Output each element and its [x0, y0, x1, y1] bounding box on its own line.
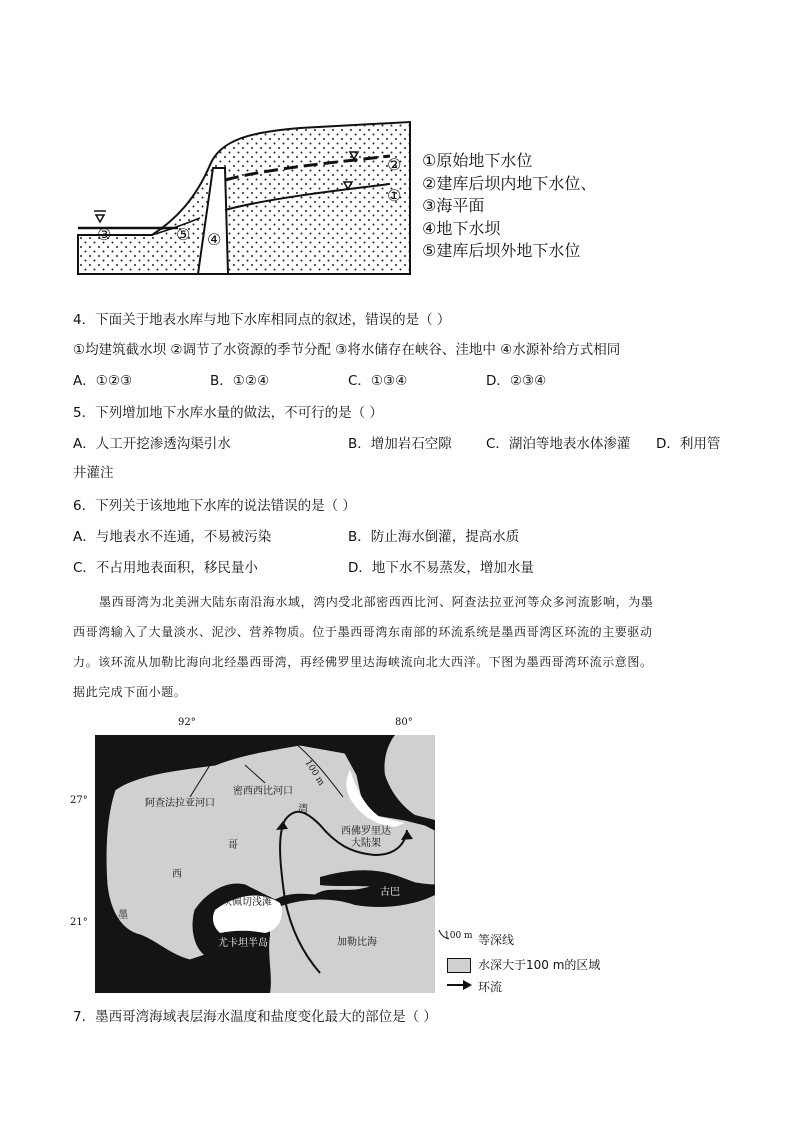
- figure1-legend: [422, 150, 596, 263]
- legend-item: ③海平面: [422, 196, 485, 215]
- cuba-label: 古巴: [380, 887, 400, 898]
- intro-line: 墨西哥湾为北美洲大陆东南沿海水域，湾内受北部密西西比河、阿查法拉亚河等众多河流影响，为墨: [99, 595, 654, 609]
- q4-option-c[interactable]: C．①③④: [348, 373, 408, 389]
- intro-line: 据此完成下面小题。: [73, 685, 187, 699]
- isobath-legend-label: 等深线: [478, 933, 515, 947]
- q5-option-c[interactable]: C．湖泊等地表水体渗灌: [486, 436, 631, 452]
- q4-option-d[interactable]: D．②③④: [486, 373, 547, 389]
- yucatan-label: 尤卡坦半岛: [218, 938, 268, 949]
- intro-paragraph: [73, 592, 733, 702]
- atchafalaya-river-mouth: 阿查法拉亚河口: [145, 798, 215, 809]
- q4-stem: 4．下面关于地表水库与地下水库相同点的叙述，错误的是（ ）: [73, 312, 451, 328]
- isobath-label: 100 m: [302, 758, 327, 788]
- q5-option-d[interactable]: D．利用管: [656, 436, 721, 452]
- q5-option-d-cont: 井灌注: [73, 465, 114, 481]
- gulf-of-mexico-map: [95, 735, 435, 993]
- q4-option-a[interactable]: A．①②③: [73, 373, 133, 389]
- label-circle-1: ①: [387, 186, 402, 205]
- q7-stem: 7．墨西哥湾海域表层海水温度和盐度变化最大的部位是（ ）: [73, 1009, 437, 1025]
- gulf-label-xi: 西: [172, 869, 182, 880]
- legend-item: ⑤建库后坝外地下水位: [422, 241, 581, 260]
- label-circle-5: ⑤: [176, 225, 191, 244]
- legend-item: ④地下水坝: [422, 218, 501, 238]
- label-circle-3: ③: [97, 225, 112, 244]
- q5-option-a[interactable]: A．人工开挖渗透沟渠引水: [73, 436, 231, 452]
- current-arrow-icon: [445, 979, 473, 991]
- label-circle-4: ④: [207, 230, 222, 249]
- longitude-80: 80°: [395, 717, 413, 728]
- groundwater-dam-diagram: [70, 110, 415, 280]
- latitude-27: 27°: [70, 795, 88, 806]
- q4-items: ①均建筑截水坝 ②调节了水资源的季节分配 ③将水储存在峡谷、洼地中 ④水源补给方式相同: [73, 342, 621, 358]
- q6-option-c[interactable]: C．不占用地表面积，移民量小: [73, 560, 258, 576]
- campeche-bank-label: 坎佩切浅滩: [222, 897, 272, 908]
- mississippi-river-mouth: 密西西比河口: [233, 786, 293, 797]
- q6-stem: 6．下列关于该地地下水库的说法错误的是（ ）: [73, 498, 356, 514]
- label-circle-2: ②: [387, 155, 402, 174]
- caribbean-label: 加勒比海: [337, 937, 377, 948]
- legend-item: ①原始地下水位: [422, 151, 533, 170]
- gulf-label-ge: 哥: [228, 840, 238, 851]
- q5-stem: 5．下列增加地下水库水量的做法，不可行的是（ ）: [73, 405, 383, 421]
- gulf-label-wan: 湾: [298, 804, 308, 815]
- latitude-21: 21°: [70, 917, 88, 928]
- q5-option-b[interactable]: B．增加岩石空隙: [348, 436, 452, 452]
- intro-line: 西哥湾输入了大量淡水、泥沙、营养物质。位于墨西哥湾东南部的环流系统是墨西哥湾区环流的主要驱动: [73, 625, 653, 639]
- west-florida-shelf-label: 西佛罗里达 大陆架: [341, 826, 391, 849]
- gulf-label-mo: 墨: [118, 910, 128, 921]
- q6-option-d[interactable]: D．地下水不易蒸发，增加水量: [348, 560, 534, 576]
- longitude-92: 92°: [178, 717, 196, 728]
- q4-option-b[interactable]: B．①②④: [210, 373, 270, 389]
- map-legend: [437, 928, 637, 996]
- current-legend-label: 环流: [478, 980, 503, 994]
- isobath-legend-depth: 100 m: [444, 931, 473, 941]
- deep-water-legend-label: 水深大于100 m的区域: [478, 958, 601, 972]
- legend-item: ②建库后坝内地下水位、: [422, 173, 597, 193]
- q6-option-a[interactable]: A．与地表水不连通，不易被污染: [73, 529, 272, 545]
- q6-option-b[interactable]: B．防止海水倒灌，提高水质: [348, 529, 520, 545]
- deep-water-swatch: [447, 958, 471, 973]
- intro-line: 力。该环流从加勒比海向北经墨西哥湾，再经佛罗里达海峡流向北大西洋。下图为墨西哥湾环流示意图。: [73, 655, 653, 669]
